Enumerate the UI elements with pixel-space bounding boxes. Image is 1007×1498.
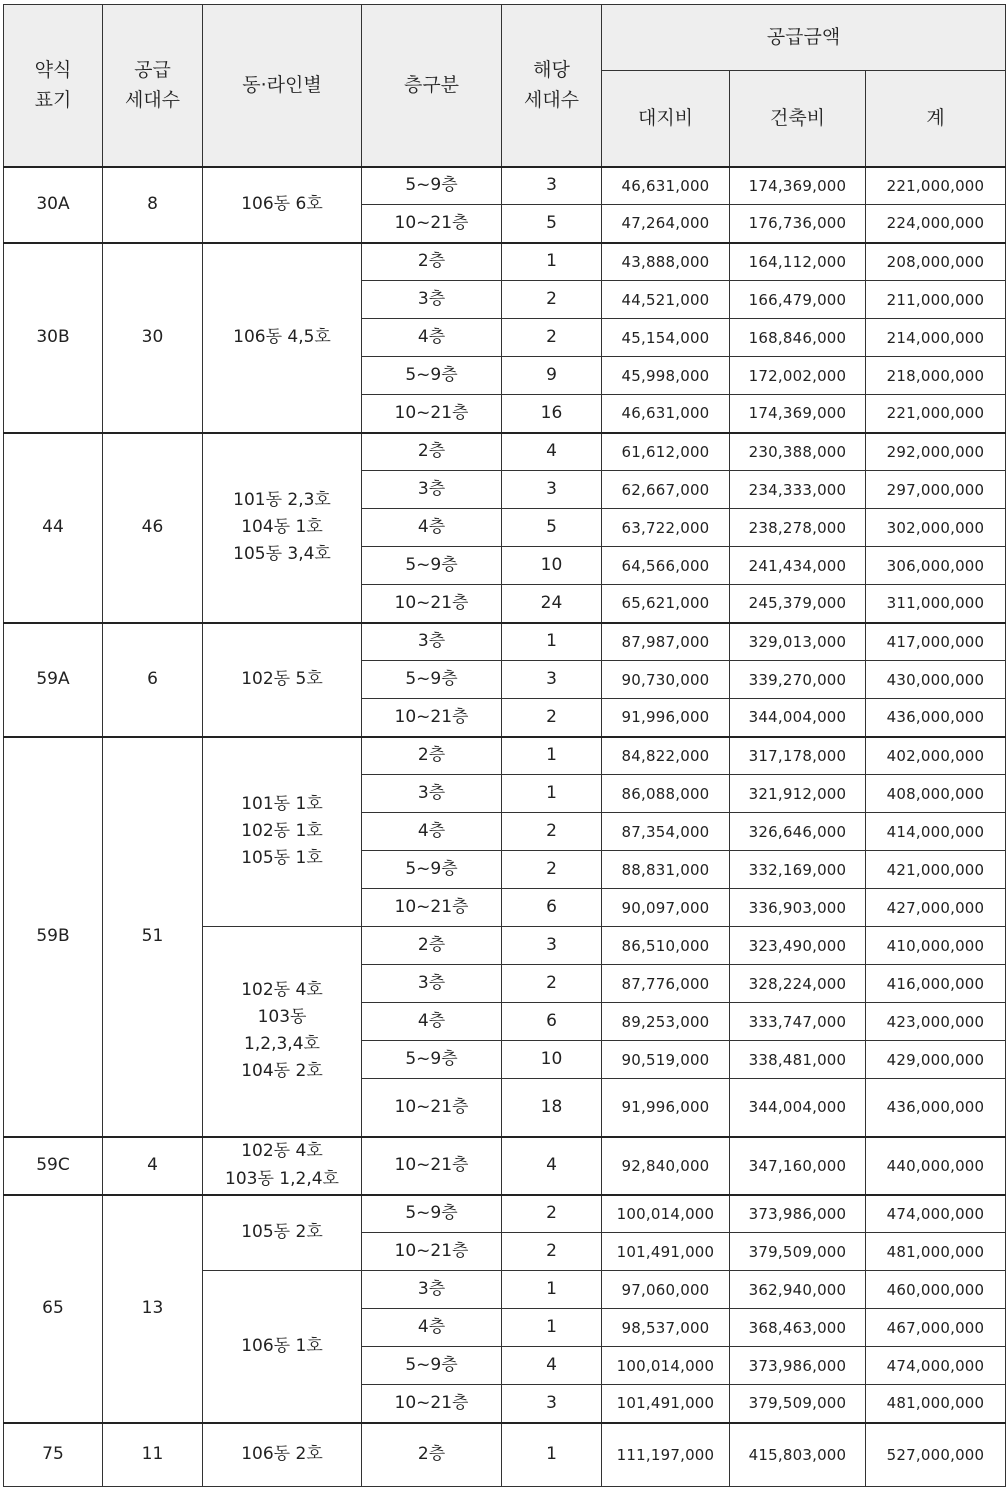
total-price-cell: 221,000,000 — [866, 167, 1006, 205]
floor-cell: 10~21층 — [362, 1079, 502, 1137]
land-price-cell: 61,612,000 — [602, 433, 730, 471]
units-cell: 3 — [502, 167, 602, 205]
table-row — [4, 737, 1006, 775]
dong-line-text: 102동 4호 — [241, 1141, 323, 1162]
units-cell: 6 — [502, 1003, 602, 1041]
dong-line-text: 105동 3,4호 — [233, 544, 331, 565]
units-cell: 10 — [502, 1041, 602, 1079]
total-price-cell: 208,000,000 — [866, 243, 1006, 281]
units-cell: 3 — [502, 927, 602, 965]
table-row — [4, 1195, 1006, 1233]
land-price-cell: 86,088,000 — [602, 775, 730, 813]
land-price-cell: 88,831,000 — [602, 851, 730, 889]
units-cell: 16 — [502, 395, 602, 433]
building-price-cell: 329,013,000 — [730, 623, 866, 661]
dong-line-text: 106동 4,5호 — [233, 326, 331, 347]
land-price-cell: 46,631,000 — [602, 167, 730, 205]
building-price-cell: 241,434,000 — [730, 547, 866, 585]
units-cell: 3 — [502, 471, 602, 509]
dong-line-text: 104동 1호 — [241, 516, 323, 537]
dong-line-text: 102동 5호 — [241, 668, 323, 689]
land-price-cell: 98,537,000 — [602, 1309, 730, 1347]
building-price-cell: 164,112,000 — [730, 243, 866, 281]
units-cell: 4 — [502, 1137, 602, 1195]
total-price-cell: 417,000,000 — [866, 623, 1006, 661]
dong-line-cell — [203, 243, 362, 433]
building-price-cell: 234,333,000 — [730, 471, 866, 509]
total-price-cell: 481,000,000 — [866, 1233, 1006, 1271]
total-price-cell: 402,000,000 — [866, 737, 1006, 775]
building-price-cell: 333,747,000 — [730, 1003, 866, 1041]
total-price-cell: 306,000,000 — [866, 547, 1006, 585]
table-row — [4, 243, 1006, 281]
table-body — [4, 167, 1006, 1487]
floor-cell: 2층 — [362, 433, 502, 471]
total-price-cell: 410,000,000 — [866, 927, 1006, 965]
land-price-cell: 45,998,000 — [602, 357, 730, 395]
header-supply-units: 공급 세대수 — [103, 5, 203, 167]
building-price-cell: 336,903,000 — [730, 889, 866, 927]
land-price-cell: 47,264,000 — [602, 205, 730, 243]
dong-line-text: 102동 4호 — [241, 979, 323, 1000]
total-price-cell: 211,000,000 — [866, 281, 1006, 319]
dong-line-cell — [203, 167, 362, 243]
floor-cell: 10~21층 — [362, 205, 502, 243]
header-units: 해당 세대수 — [502, 5, 602, 167]
header-dong-line: 동·라인별 — [203, 5, 362, 167]
dong-line-text: 106동 1호 — [241, 1335, 323, 1356]
total-price-cell: 429,000,000 — [866, 1041, 1006, 1079]
dong-line-text: 101동 1호 — [241, 793, 323, 814]
total-price-cell: 214,000,000 — [866, 319, 1006, 357]
supply-units-cell: 8 — [103, 167, 203, 243]
land-price-cell: 97,060,000 — [602, 1271, 730, 1309]
floor-cell: 10~21층 — [362, 585, 502, 623]
units-cell: 4 — [502, 433, 602, 471]
floor-cell: 4층 — [362, 1309, 502, 1347]
total-price-cell: 416,000,000 — [866, 965, 1006, 1003]
units-cell: 2 — [502, 281, 602, 319]
land-price-cell: 86,510,000 — [602, 927, 730, 965]
building-price-cell: 238,278,000 — [730, 509, 866, 547]
dong-line-text: 103동 1,2,4호 — [225, 1168, 339, 1189]
type-cell: 65 — [4, 1195, 103, 1423]
total-price-cell: 474,000,000 — [866, 1195, 1006, 1233]
building-price-cell: 347,160,000 — [730, 1137, 866, 1195]
header-floor: 층구분 — [362, 5, 502, 167]
supply-units-cell: 13 — [103, 1195, 203, 1423]
land-price-cell: 90,519,000 — [602, 1041, 730, 1079]
table-row — [4, 433, 1006, 471]
total-price-cell: 311,000,000 — [866, 585, 1006, 623]
land-price-cell: 91,996,000 — [602, 1079, 730, 1137]
dong-line-text: 106동 2호 — [241, 1444, 323, 1465]
units-cell: 5 — [502, 509, 602, 547]
supply-units-cell: 11 — [103, 1423, 203, 1487]
floor-cell: 3층 — [362, 471, 502, 509]
floor-cell: 5~9층 — [362, 1195, 502, 1233]
dong-line-text: 104동 2호 — [241, 1061, 323, 1082]
supply-units-cell: 46 — [103, 433, 203, 623]
land-price-cell: 101,491,000 — [602, 1233, 730, 1271]
floor-cell: 10~21층 — [362, 1137, 502, 1195]
land-price-cell: 90,730,000 — [602, 661, 730, 699]
building-price-cell: 373,986,000 — [730, 1195, 866, 1233]
building-price-cell: 245,379,000 — [730, 585, 866, 623]
land-price-cell: 62,667,000 — [602, 471, 730, 509]
dong-line-text: 102동 1호 — [241, 821, 323, 842]
units-cell: 2 — [502, 1233, 602, 1271]
floor-cell: 10~21층 — [362, 395, 502, 433]
dong-line-cell — [203, 623, 362, 737]
type-cell: 30B — [4, 243, 103, 433]
land-price-cell: 87,776,000 — [602, 965, 730, 1003]
floor-cell: 4층 — [362, 319, 502, 357]
dong-line-text: 1,2,3,4호 — [244, 1034, 320, 1055]
land-price-cell: 91,996,000 — [602, 699, 730, 737]
table-row — [4, 1137, 1006, 1195]
dong-line-text: 101동 2,3호 — [233, 489, 331, 510]
land-price-cell: 64,566,000 — [602, 547, 730, 585]
building-price-cell: 174,369,000 — [730, 167, 866, 205]
units-cell: 2 — [502, 965, 602, 1003]
total-price-cell: 474,000,000 — [866, 1347, 1006, 1385]
header-supply-price: 공급금액 — [602, 5, 1006, 71]
building-price-cell: 230,388,000 — [730, 433, 866, 471]
units-cell: 2 — [502, 813, 602, 851]
floor-cell: 2층 — [362, 927, 502, 965]
type-cell: 75 — [4, 1423, 103, 1487]
land-price-cell: 84,822,000 — [602, 737, 730, 775]
land-price-cell: 45,154,000 — [602, 319, 730, 357]
land-price-cell: 100,014,000 — [602, 1347, 730, 1385]
total-price-cell: 481,000,000 — [866, 1385, 1006, 1423]
floor-cell: 10~21층 — [362, 889, 502, 927]
total-price-cell: 292,000,000 — [866, 433, 1006, 471]
dong-line-cell — [203, 1423, 362, 1487]
dong-line-cell — [203, 737, 362, 927]
floor-cell: 3층 — [362, 281, 502, 319]
total-price-cell: 414,000,000 — [866, 813, 1006, 851]
table-header — [4, 5, 1006, 167]
building-price-cell: 176,736,000 — [730, 205, 866, 243]
land-price-cell: 90,097,000 — [602, 889, 730, 927]
building-price-cell: 362,940,000 — [730, 1271, 866, 1309]
total-price-cell: 460,000,000 — [866, 1271, 1006, 1309]
land-price-cell: 111,197,000 — [602, 1423, 730, 1487]
building-price-cell: 172,002,000 — [730, 357, 866, 395]
floor-cell: 10~21층 — [362, 699, 502, 737]
floor-cell: 3층 — [362, 775, 502, 813]
building-price-cell: 328,224,000 — [730, 965, 866, 1003]
supply-price-table — [3, 4, 1006, 1487]
table-row — [4, 623, 1006, 661]
building-price-cell: 344,004,000 — [730, 699, 866, 737]
total-price-cell: 436,000,000 — [866, 699, 1006, 737]
units-cell: 1 — [502, 1309, 602, 1347]
building-price-cell: 168,846,000 — [730, 319, 866, 357]
land-price-cell: 101,491,000 — [602, 1385, 730, 1423]
type-cell: 59B — [4, 737, 103, 1137]
dong-line-text: 106동 6호 — [241, 193, 323, 214]
floor-cell: 4층 — [362, 509, 502, 547]
units-cell: 9 — [502, 357, 602, 395]
floor-cell: 10~21층 — [362, 1385, 502, 1423]
total-price-cell: 302,000,000 — [866, 509, 1006, 547]
floor-cell: 5~9층 — [362, 851, 502, 889]
floor-cell: 5~9층 — [362, 1347, 502, 1385]
building-price-cell: 317,178,000 — [730, 737, 866, 775]
total-price-cell: 224,000,000 — [866, 205, 1006, 243]
total-price-cell: 430,000,000 — [866, 661, 1006, 699]
land-price-cell: 87,354,000 — [602, 813, 730, 851]
building-price-cell: 379,509,000 — [730, 1385, 866, 1423]
type-cell: 30A — [4, 167, 103, 243]
total-price-cell: 440,000,000 — [866, 1137, 1006, 1195]
total-price-cell: 297,000,000 — [866, 471, 1006, 509]
floor-cell: 3층 — [362, 1271, 502, 1309]
header-building: 건축비 — [730, 71, 866, 167]
total-price-cell: 423,000,000 — [866, 1003, 1006, 1041]
building-price-cell: 166,479,000 — [730, 281, 866, 319]
units-cell: 1 — [502, 1423, 602, 1487]
floor-cell: 2층 — [362, 737, 502, 775]
total-price-cell: 421,000,000 — [866, 851, 1006, 889]
dong-line-cell — [203, 1137, 362, 1195]
total-price-cell: 218,000,000 — [866, 357, 1006, 395]
dong-line-cell — [203, 927, 362, 1137]
land-price-cell: 46,631,000 — [602, 395, 730, 433]
total-price-cell: 467,000,000 — [866, 1309, 1006, 1347]
floor-cell: 2층 — [362, 243, 502, 281]
building-price-cell: 332,169,000 — [730, 851, 866, 889]
building-price-cell: 326,646,000 — [730, 813, 866, 851]
units-cell: 10 — [502, 547, 602, 585]
total-price-cell: 221,000,000 — [866, 395, 1006, 433]
dong-line-text: 103동 — [257, 1007, 307, 1028]
total-price-cell: 427,000,000 — [866, 889, 1006, 927]
building-price-cell: 344,004,000 — [730, 1079, 866, 1137]
total-price-cell: 527,000,000 — [866, 1423, 1006, 1487]
units-cell: 2 — [502, 699, 602, 737]
header-type: 약식 표기 — [4, 5, 103, 167]
dong-line-cell — [203, 433, 362, 623]
floor-cell: 4층 — [362, 1003, 502, 1041]
floor-cell: 3층 — [362, 623, 502, 661]
units-cell: 18 — [502, 1079, 602, 1137]
building-price-cell: 321,912,000 — [730, 775, 866, 813]
units-cell: 1 — [502, 623, 602, 661]
units-cell: 3 — [502, 661, 602, 699]
land-price-cell: 92,840,000 — [602, 1137, 730, 1195]
building-price-cell: 339,270,000 — [730, 661, 866, 699]
building-price-cell: 415,803,000 — [730, 1423, 866, 1487]
units-cell: 2 — [502, 319, 602, 357]
floor-cell: 5~9층 — [362, 1041, 502, 1079]
dong-line-text: 105동 2호 — [241, 1222, 323, 1243]
land-price-cell: 87,987,000 — [602, 623, 730, 661]
units-cell: 1 — [502, 243, 602, 281]
units-cell: 24 — [502, 585, 602, 623]
floor-cell: 3층 — [362, 965, 502, 1003]
building-price-cell: 373,986,000 — [730, 1347, 866, 1385]
floor-cell: 5~9층 — [362, 357, 502, 395]
supply-units-cell: 30 — [103, 243, 203, 433]
table-row — [4, 167, 1006, 205]
building-price-cell: 174,369,000 — [730, 395, 866, 433]
supply-units-cell: 51 — [103, 737, 203, 1137]
units-cell: 4 — [502, 1347, 602, 1385]
units-cell: 1 — [502, 1271, 602, 1309]
units-cell: 2 — [502, 851, 602, 889]
land-price-cell: 44,521,000 — [602, 281, 730, 319]
floor-cell: 5~9층 — [362, 167, 502, 205]
building-price-cell: 338,481,000 — [730, 1041, 866, 1079]
units-cell: 5 — [502, 205, 602, 243]
units-cell: 1 — [502, 775, 602, 813]
land-price-cell: 43,888,000 — [602, 243, 730, 281]
floor-cell: 5~9층 — [362, 661, 502, 699]
supply-units-cell: 6 — [103, 623, 203, 737]
building-price-cell: 368,463,000 — [730, 1309, 866, 1347]
type-cell: 59C — [4, 1137, 103, 1195]
dong-line-cell — [203, 1271, 362, 1423]
floor-cell: 4층 — [362, 813, 502, 851]
land-price-cell: 100,014,000 — [602, 1195, 730, 1233]
dong-line-cell — [203, 1195, 362, 1271]
header-land: 대지비 — [602, 71, 730, 167]
building-price-cell: 323,490,000 — [730, 927, 866, 965]
land-price-cell: 89,253,000 — [602, 1003, 730, 1041]
floor-cell: 2층 — [362, 1423, 502, 1487]
units-cell: 1 — [502, 737, 602, 775]
floor-cell: 5~9층 — [362, 547, 502, 585]
land-price-cell: 63,722,000 — [602, 509, 730, 547]
total-price-cell: 408,000,000 — [866, 775, 1006, 813]
land-price-cell: 65,621,000 — [602, 585, 730, 623]
units-cell: 6 — [502, 889, 602, 927]
table-row — [4, 1423, 1006, 1487]
supply-units-cell: 4 — [103, 1137, 203, 1195]
total-price-cell: 436,000,000 — [866, 1079, 1006, 1137]
type-cell: 59A — [4, 623, 103, 737]
units-cell: 2 — [502, 1195, 602, 1233]
header-total: 계 — [866, 71, 1006, 167]
floor-cell: 10~21층 — [362, 1233, 502, 1271]
type-cell: 44 — [4, 433, 103, 623]
building-price-cell: 379,509,000 — [730, 1233, 866, 1271]
dong-line-text: 105동 1호 — [241, 848, 323, 869]
units-cell: 3 — [502, 1385, 602, 1423]
